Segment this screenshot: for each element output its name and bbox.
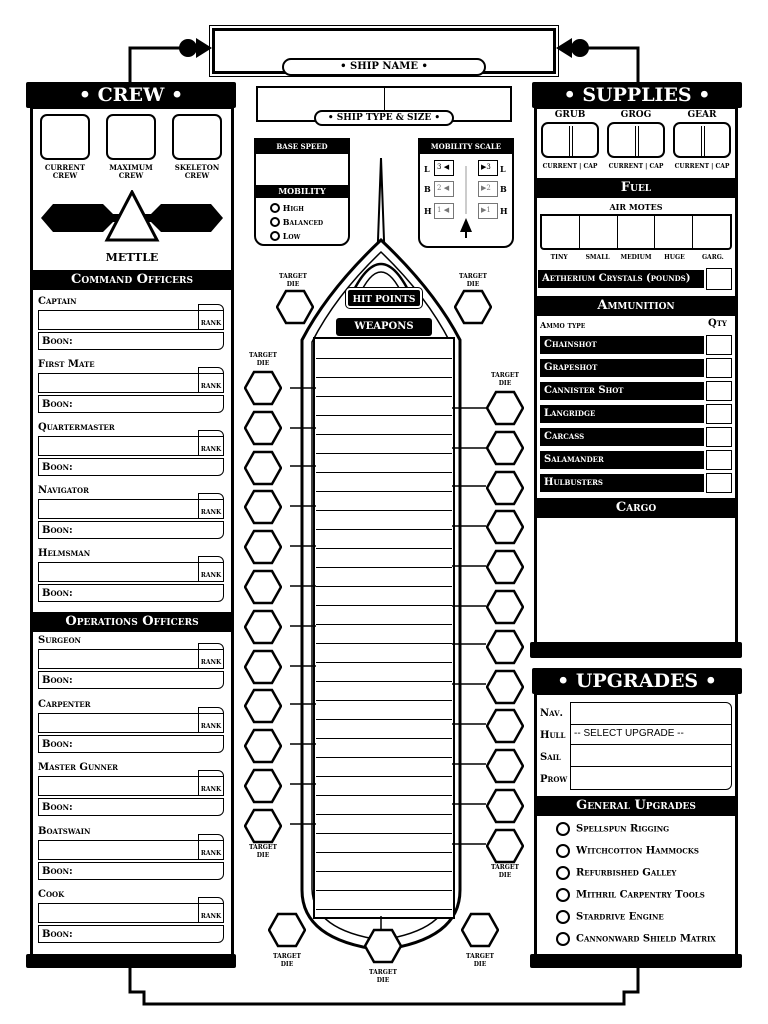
- scale-arrow-icon: ◀: [441, 163, 450, 171]
- officer-master-gunner-rank[interactable]: RANK: [198, 770, 224, 796]
- grub-current-cap-label: CURRENT | CAP: [542, 163, 598, 170]
- officer-surgeon-label: Surgeon: [38, 635, 81, 646]
- officer-quartermaster-label: Quartermaster: [38, 422, 115, 433]
- target-die-label-right-bottom: TARGET DIE: [491, 864, 519, 879]
- size-garg: GARG.: [701, 254, 724, 261]
- ammo-qty-field[interactable]: [706, 381, 732, 401]
- target-die-hex[interactable]: [486, 470, 524, 506]
- upgrade-refurbished-galley[interactable]: [556, 866, 676, 884]
- officer-master-gunner-field[interactable]: [38, 776, 224, 796]
- officer-first-mate-rank[interactable]: RANK: [198, 367, 224, 393]
- target-die-label-bottom-left: TARGET DIE: [273, 953, 301, 968]
- ammo-name: Grapeshot: [540, 359, 704, 377]
- officer-captain[interactable]: [38, 296, 224, 347]
- upgrade-checkbox[interactable]: [556, 910, 570, 924]
- target-die-hex[interactable]: [244, 370, 282, 406]
- target-die-hex[interactable]: [244, 728, 282, 764]
- officer-surgeon-field[interactable]: [38, 649, 224, 669]
- officer-boatswain-rank[interactable]: RANK: [198, 834, 224, 860]
- upgrade-slot-nav-label: Nav.: [540, 708, 563, 719]
- ammo-name: Carcass: [540, 428, 704, 446]
- grog-box[interactable]: [607, 122, 665, 158]
- scale-row-h-right: H: [500, 206, 508, 216]
- scale-num-2-left: 2: [437, 184, 442, 192]
- scale-row-h-left: H: [424, 206, 432, 216]
- target-die-hex[interactable]: [364, 928, 402, 964]
- officer-carpenter[interactable]: [38, 699, 224, 750]
- ammo-row-cannister-shot[interactable]: [540, 382, 732, 400]
- target-die-hex[interactable]: [486, 788, 524, 824]
- target-die-hex[interactable]: [244, 808, 282, 844]
- scale-num-3-left: 3: [437, 163, 442, 171]
- size-small: SMALL: [585, 254, 610, 261]
- base-speed-label: BASE SPEED: [256, 140, 348, 154]
- upgrade-checkbox[interactable]: [556, 866, 570, 880]
- hit-points-label: HIT POINTS: [346, 288, 422, 308]
- officer-boatswain-boon[interactable]: Boon:: [38, 862, 224, 880]
- target-die-hex[interactable]: [244, 569, 282, 605]
- officer-captain-boon[interactable]: Boon:: [38, 332, 224, 350]
- ammo-qty-label: Qty: [708, 318, 727, 329]
- scale-arrow-icon: ◀: [441, 206, 450, 214]
- aetherium-label: Aetherium Crystals (pounds): [538, 270, 704, 288]
- upgrade-slot-hull-select[interactable]: [571, 725, 731, 745]
- mobility-balanced-label: Balanced: [282, 217, 324, 227]
- air-mote-huge-box[interactable]: [655, 216, 693, 248]
- officer-master-gunner-boon[interactable]: Boon:: [38, 798, 224, 816]
- officer-surgeon-boon[interactable]: Boon:: [38, 671, 224, 689]
- scale-num-3-right: 3: [486, 163, 491, 171]
- scale-num-1-left: 1: [437, 206, 442, 214]
- scale-num-2-right: 2: [486, 184, 491, 192]
- officer-navigator-rank[interactable]: RANK: [198, 493, 224, 519]
- officer-master-gunner[interactable]: [38, 762, 224, 813]
- size-medium: MEDIUM: [620, 254, 652, 261]
- officer-navigator-label: Navigator: [38, 485, 89, 496]
- upgrade-label: Mithril Carpentry Tools: [576, 889, 705, 901]
- upgrade-slot-nav-field[interactable]: [571, 703, 731, 725]
- target-die-hex[interactable]: [244, 649, 282, 685]
- target-die-hex[interactable]: [244, 609, 282, 645]
- gear-current-cap-label: CURRENT | CAP: [674, 163, 730, 170]
- scale-num-1-right: 1: [486, 206, 491, 214]
- target-die-hex[interactable]: [486, 669, 524, 705]
- officer-surgeon[interactable]: [38, 635, 224, 686]
- upgrade-checkbox[interactable]: [556, 844, 570, 858]
- target-die-hex[interactable]: [486, 509, 524, 545]
- target-die-hex[interactable]: [244, 489, 282, 525]
- maximum-crew-box[interactable]: [106, 114, 156, 160]
- crew-panel-footer: [26, 954, 236, 968]
- officer-quartermaster-field[interactable]: [38, 436, 224, 456]
- officer-cook-boon[interactable]: Boon:: [38, 925, 224, 943]
- upgrade-label: Witchcotton Hammocks: [576, 845, 699, 857]
- grub-label: GRUB: [554, 110, 586, 120]
- general-upgrades-title: General Upgrades: [537, 796, 735, 816]
- upgrade-slot-prow-label: Prow: [540, 774, 568, 785]
- ammo-qty-field[interactable]: [706, 335, 732, 355]
- ammo-name: Hulbusters: [540, 474, 704, 492]
- officer-boatswain[interactable]: [38, 826, 224, 877]
- target-die-hex[interactable]: [486, 828, 524, 864]
- gear-box[interactable]: [673, 122, 731, 158]
- size-huge: HUGE: [664, 254, 685, 261]
- supplies-title: • SUPPLIES •: [532, 82, 742, 108]
- upgrade-stardrive-engine[interactable]: [556, 910, 664, 928]
- air-mote-garg-box[interactable]: [693, 216, 730, 248]
- ammo-row-grapeshot[interactable]: [540, 359, 732, 377]
- target-die-hex[interactable]: [276, 289, 314, 325]
- officer-helmsman-boon[interactable]: Boon:: [38, 584, 224, 602]
- target-die-hex[interactable]: [486, 390, 524, 426]
- upgrade-label: Spellspun Rigging: [576, 823, 670, 835]
- officer-first-mate-label: First Mate: [38, 359, 95, 370]
- target-die-label-right-top: TARGET DIE: [491, 372, 519, 387]
- ammo-type-label: Ammo type: [540, 320, 586, 330]
- target-die-hex[interactable]: [486, 629, 524, 665]
- ammo-row-salamander[interactable]: [540, 451, 732, 469]
- officer-navigator-field[interactable]: [38, 499, 224, 519]
- upgrade-checkbox[interactable]: [556, 932, 570, 946]
- scale-row-b-right: B: [500, 184, 507, 194]
- air-mote-tiny-box[interactable]: [542, 216, 580, 248]
- ammo-qty-field[interactable]: [706, 473, 732, 493]
- mobility-scale-label: MOBILITY SCALE: [420, 140, 512, 154]
- grog-current-cap-label: CURRENT | CAP: [608, 163, 664, 170]
- ammo-name: Salamander: [540, 451, 704, 469]
- scale-row-l-right: L: [500, 164, 506, 174]
- skeleton-crew-label: SKELETON CREW: [174, 163, 220, 180]
- target-die-hex[interactable]: [244, 688, 282, 724]
- officer-helmsman[interactable]: [38, 548, 224, 599]
- ammo-qty-field[interactable]: [706, 404, 732, 424]
- officer-carpenter-boon[interactable]: Boon:: [38, 735, 224, 753]
- air-mote-medium-box[interactable]: [618, 216, 656, 248]
- officer-cook-rank[interactable]: RANK: [198, 897, 224, 923]
- target-die-hex[interactable]: [268, 912, 306, 948]
- size-tiny: TINY: [550, 254, 568, 261]
- ammo-name: Langridge: [540, 405, 704, 423]
- fuel-title: Fuel: [537, 178, 735, 198]
- command-officers-title: Command Officers: [33, 270, 231, 290]
- target-die-hex[interactable]: [454, 289, 492, 325]
- upgrade-slot-prow-field[interactable]: [571, 767, 731, 789]
- upgrade-cannonward-shield-matrix[interactable]: [556, 932, 716, 950]
- mobility-low-label: Low: [282, 231, 301, 241]
- target-die-hex[interactable]: [244, 450, 282, 486]
- current-crew-label: CURRENT CREW: [44, 163, 86, 180]
- mettle-banner: [33, 190, 231, 246]
- ammunition-title: Ammunition: [537, 296, 735, 316]
- target-die-hex[interactable]: [244, 410, 282, 446]
- mettle-label: METTLE: [105, 251, 159, 264]
- ship-type-divider: [384, 88, 385, 110]
- upgrade-checkbox[interactable]: [556, 822, 570, 836]
- ammo-row-carcass[interactable]: [540, 428, 732, 446]
- ammo-row-hulbusters[interactable]: [540, 474, 732, 492]
- target-die-hex[interactable]: [461, 912, 499, 948]
- upgrade-label: Cannonward Shield Matrix: [576, 933, 716, 945]
- officer-navigator[interactable]: [38, 485, 224, 536]
- scale-arrow-icon: ▶: [481, 184, 487, 192]
- target-die-label-left-top: TARGET DIE: [249, 352, 277, 367]
- upgrade-slot-sail-label: Sail: [540, 752, 561, 763]
- officer-captain-rank[interactable]: RANK: [198, 304, 224, 330]
- upgrade-slot-hull-label: Hull: [540, 730, 566, 741]
- officer-cook-label: Cook: [38, 889, 65, 900]
- target-die-label-bottom-right: TARGET DIE: [466, 953, 494, 968]
- air-motes-label: AIR MOTES: [609, 202, 663, 212]
- operations-officers-title: Operations Officers: [33, 612, 231, 632]
- officer-navigator-boon[interactable]: Boon:: [38, 521, 224, 539]
- officer-quartermaster-rank[interactable]: RANK: [198, 430, 224, 456]
- ammo-qty-field[interactable]: [706, 358, 732, 378]
- grog-label: GROG: [620, 110, 652, 120]
- upgrade-slot-sail-field[interactable]: [571, 745, 731, 767]
- target-die-hex[interactable]: [244, 768, 282, 804]
- aetherium-field[interactable]: [706, 268, 732, 290]
- gear-label: GEAR: [687, 110, 717, 120]
- upgrade-mithril-carpentry-tools[interactable]: [556, 888, 705, 906]
- target-die-hex[interactable]: [486, 430, 524, 466]
- officer-surgeon-rank[interactable]: RANK: [198, 643, 224, 669]
- target-die-hex[interactable]: [486, 708, 524, 744]
- officer-first-mate[interactable]: [38, 359, 224, 410]
- officer-boatswain-field[interactable]: [38, 840, 224, 860]
- grub-box[interactable]: [541, 122, 599, 158]
- ammo-qty-field[interactable]: [706, 427, 732, 447]
- upgrade-witchcotton-hammocks[interactable]: [556, 844, 699, 862]
- target-die-label-left-bottom: TARGET DIE: [249, 844, 277, 859]
- scale-arrow-icon: ▶: [481, 206, 487, 214]
- scale-row-l-left: L: [424, 164, 430, 174]
- target-die-hex[interactable]: [486, 748, 524, 784]
- officer-cook-field[interactable]: [38, 903, 224, 923]
- officer-quartermaster[interactable]: [38, 422, 224, 473]
- target-die-hex[interactable]: [486, 549, 524, 585]
- officer-helmsman-label: Helmsman: [38, 548, 91, 559]
- officer-helmsman-field[interactable]: [38, 562, 224, 582]
- target-die-hex[interactable]: [486, 589, 524, 625]
- ammo-row-chainshot[interactable]: [540, 336, 732, 354]
- officer-carpenter-label: Carpenter: [38, 699, 91, 710]
- officer-first-mate-field[interactable]: [38, 373, 224, 393]
- upgrade-spellspun-rigging[interactable]: [556, 822, 669, 840]
- cargo-field[interactable]: [540, 522, 732, 642]
- skeleton-crew-box[interactable]: [172, 114, 222, 160]
- crew-title: • CREW •: [26, 82, 236, 108]
- scale-row-b-left: B: [424, 184, 431, 194]
- maximum-crew-label: MAXIMUM CREW: [109, 163, 153, 180]
- air-mote-size-labels: [540, 254, 732, 261]
- officer-captain-label: Captain: [38, 296, 77, 307]
- officer-quartermaster-boon[interactable]: Boon:: [38, 458, 224, 476]
- supplies-panel-footer: [530, 642, 742, 658]
- weapons-label: WEAPONS: [336, 318, 432, 336]
- ammo-name: Chainshot: [540, 336, 704, 354]
- ammo-name: Cannister Shot: [540, 382, 704, 400]
- target-die-label-top-left: TARGET DIE: [279, 273, 307, 288]
- current-crew-box[interactable]: [40, 114, 90, 160]
- officer-cook[interactable]: [38, 889, 224, 940]
- ship-type-label: • SHIP TYPE & SIZE •: [314, 110, 454, 126]
- upgrade-label: Refurbished Galley: [576, 867, 677, 879]
- scale-arrow-icon: ▶: [481, 163, 487, 171]
- mobility-high-label: High: [282, 203, 304, 213]
- air-mote-small-box[interactable]: [580, 216, 618, 248]
- target-die-label-bottom-center: TARGET DIE: [369, 969, 397, 984]
- upgrades-panel-footer: [530, 954, 742, 968]
- officer-carpenter-rank[interactable]: RANK: [198, 707, 224, 733]
- scale-arrow-icon: ◀: [441, 184, 450, 192]
- officer-boatswain-label: Boatswain: [38, 826, 91, 837]
- air-motes-boxes[interactable]: [540, 214, 732, 250]
- ammo-qty-field[interactable]: [706, 450, 732, 470]
- ship-name-label: • SHIP NAME •: [282, 58, 486, 76]
- officer-carpenter-field[interactable]: [38, 713, 224, 733]
- officer-captain-field[interactable]: [38, 310, 224, 330]
- cargo-title: Cargo: [537, 498, 735, 518]
- upgrade-checkbox[interactable]: [556, 888, 570, 902]
- upgrade-hull-selected: -- SELECT UPGRADE --: [574, 728, 684, 739]
- ammo-row-langridge[interactable]: [540, 405, 732, 423]
- upgrade-label: Stardrive Engine: [576, 911, 664, 923]
- officer-helmsman-rank[interactable]: RANK: [198, 556, 224, 582]
- target-die-label-top-right: TARGET DIE: [459, 273, 487, 288]
- weapons-table[interactable]: [316, 340, 452, 914]
- officer-first-mate-boon[interactable]: Boon:: [38, 395, 224, 413]
- officer-master-gunner-label: Master Gunner: [38, 762, 118, 773]
- mobility-label: MOBILITY: [256, 185, 348, 198]
- upgrades-title: • UPGRADES •: [532, 668, 742, 694]
- target-die-hex[interactable]: [244, 529, 282, 565]
